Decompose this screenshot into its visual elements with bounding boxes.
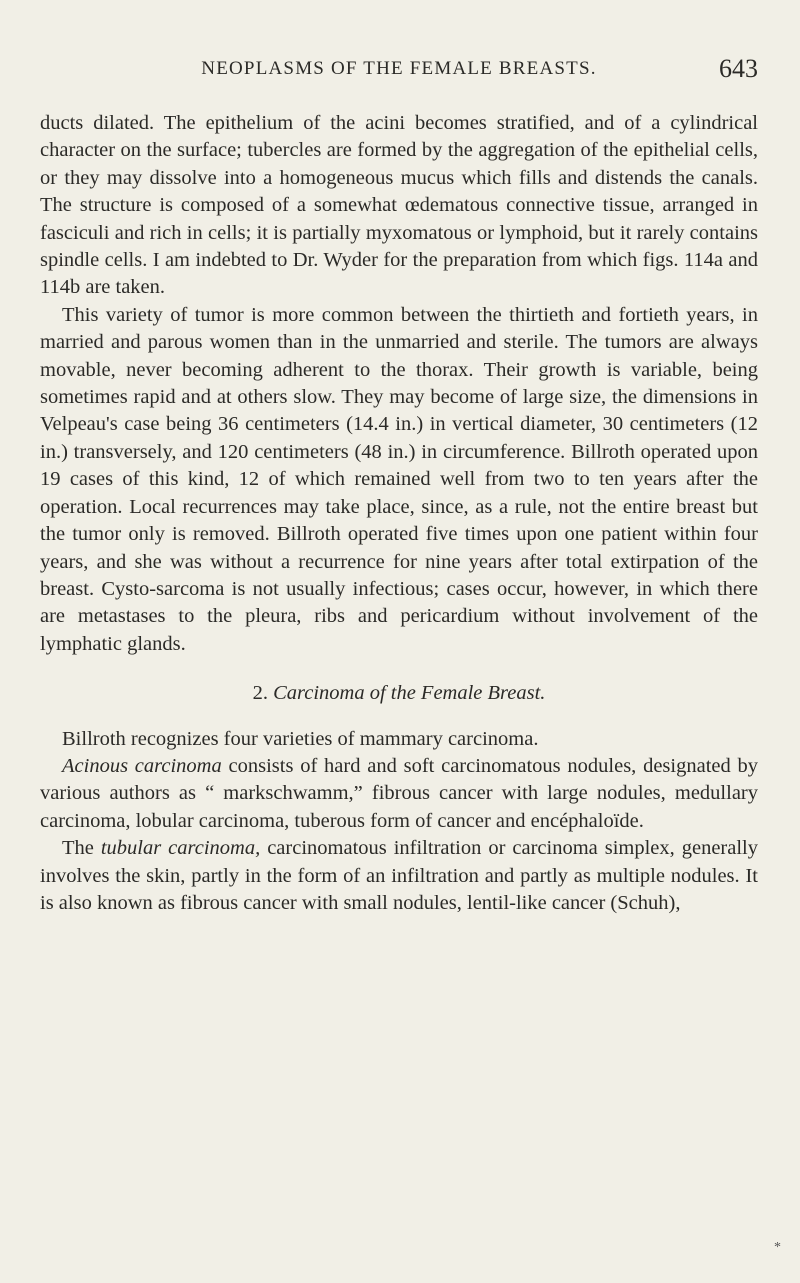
term-tubular-carcinoma: tubular carcinoma, xyxy=(100,837,261,860)
running-title: NEOPLASMS OF THE FEMALE BREASTS. xyxy=(201,58,597,79)
section-title: Carcinoma of the Female Breast. xyxy=(273,682,546,705)
body-text xyxy=(40,110,758,917)
section-number: 2. xyxy=(252,682,268,705)
running-head xyxy=(40,54,758,88)
section-heading xyxy=(40,680,758,707)
acinous-carcinoma-text: consists of hard and soft carcinomatous nodules, designated by various authors as “ markschwamm,” fibrous cancer with large nodules, medullary carcinoma, lobular carcinoma, tuberous form of cancer and encéphaloïde. xyxy=(40,754,758,832)
paragraph-tubular-carcinoma xyxy=(40,835,758,917)
page-number: 643 xyxy=(719,54,758,83)
tubular-lead: The xyxy=(62,837,101,860)
paragraph-cysto-sarcoma: This variety of tumor is more common between the thirtieth and fortieth years, in married and parous women than in the unmarried and sterile. The tumors are always movable, never becoming adherent to the thorax. Their growth is variable, being sometimes rapid and at others slow. They may become of large size, the dimensions in Velpeau's case being 36 centimeters (14.4 in.) in vertical diameter, 30 centimeters (12 in.) transversely, and 120 centimeters (48 in.) in circumference. Billroth operated upon 19 cases of this kind, 12 of which remained well from two to ten years after the operation. Local recurrences may take place, since, as a rule, not the entire breast but the tumor only is removed. Billroth operated five times upon one patient within four years, and she was without a recurrence for nine years after total extirpation of the breast. Cysto-sarcoma is not usually infectious; cases occur, however, in which there are metastases to the pleura, ribs and pericardium without involvement of the lymphatic glands. xyxy=(40,303,758,655)
paragraph-acinous-carcinoma xyxy=(40,753,758,835)
term-acinous-carcinoma: Acinous carcinoma xyxy=(62,754,222,777)
paragraph-continued: ducts dilated. The epithelium of the acini becomes stratified, and of a cylindrical character on the surface; tubercles are formed by the aggregation of the epithelial cells, or they may dissolve into a homogeneous mucus which fills and distends the canals. The structure is composed of a somewhat œdematous connective tissue, arranged in fasciculi and rich in cells; it is partially myxomatous or lymphoid, but it rarely contains spindle cells. I am indebted to Dr. Wyder for the preparation from which figs. 114a and 114b are taken. xyxy=(40,112,758,299)
paragraph-billroth-varieties: Billroth recognizes four varieties of mammary carcinoma. xyxy=(62,727,539,750)
tubular-carcinoma-text: carcinomatous infiltration or carcinoma simplex, generally involves the skin, partly in the form of an infiltration and partly as multiple nodules. It is also known as fibrous cancer with small nodules, lentil-like cancer (Schuh), xyxy=(40,837,758,914)
margin-mark: * xyxy=(774,1240,781,1255)
